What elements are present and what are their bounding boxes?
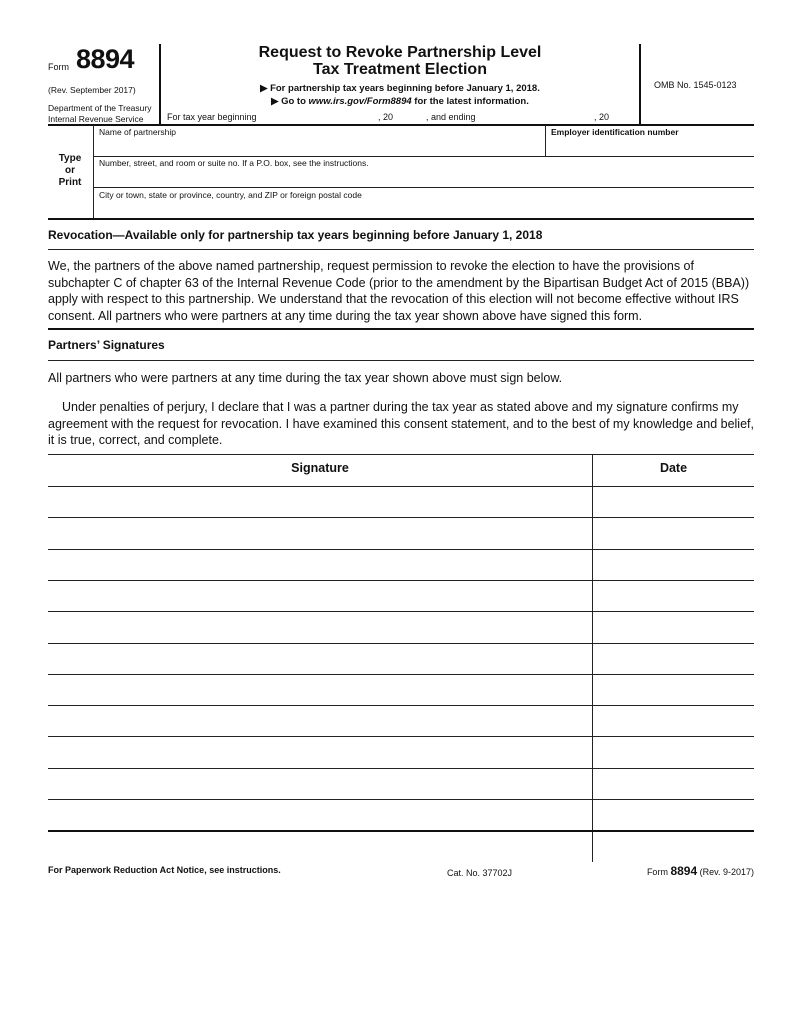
- website-prefix: ▶ Go to: [271, 96, 309, 107]
- revision-date: (Rev. September 2017): [48, 85, 136, 95]
- website-suffix: for the latest information.: [411, 96, 529, 107]
- signature-row-rule: [48, 643, 754, 644]
- date-input[interactable]: [596, 488, 750, 515]
- footer-form-id: [647, 864, 754, 878]
- revocation-heading-rule: [48, 249, 754, 250]
- city-state-zip-input[interactable]: [96, 202, 751, 217]
- revocation-heading: Revocation—Available only for partnership tax years beginning before January 1, 2018: [48, 228, 543, 242]
- department: Department of the Treasury: [48, 103, 152, 113]
- signature-row-rule: [48, 736, 754, 737]
- signature-row-rule: [48, 517, 754, 518]
- name-row-rule: [94, 156, 754, 157]
- signature-row-rule: [48, 611, 754, 612]
- date-input[interactable]: [596, 519, 750, 546]
- form-number: 8894: [76, 44, 135, 74]
- tax-year-ending-input[interactable]: [482, 110, 590, 122]
- date-input[interactable]: [596, 770, 750, 797]
- paperwork-notice: For Paperwork Reduction Act Notice, see instructions.: [48, 865, 281, 875]
- tax-year-20-label-2: , 20: [594, 112, 610, 122]
- address-block-bottom-rule: [48, 218, 754, 220]
- signatures-heading-rule: [48, 360, 754, 361]
- type-or-print-label: [48, 153, 92, 189]
- footer-form-rev: (Rev. 9-2017): [697, 867, 754, 877]
- city-state-zip-label: City or town, state or province, country, and ZIP or foreign postal code: [99, 190, 362, 200]
- perjury-declaration: Under penalties of perjury, I declare that I was a partner during the tax year as stated above and my signature confirms my agreement with the request for revocation. I have examined this consent statement, and to the best of my knowledge and belief, it is true, correct, and complete.: [48, 400, 754, 447]
- date-column-header: Date: [659, 461, 688, 475]
- date-input[interactable]: [596, 613, 750, 640]
- signature-input[interactable]: [50, 582, 588, 609]
- print-word: Print: [58, 177, 82, 188]
- date-input[interactable]: [596, 801, 750, 828]
- signature-row-rule: [48, 549, 754, 550]
- footer-form-label: Form: [646, 867, 671, 877]
- agency: Internal Revenue Service: [48, 114, 144, 124]
- form-label: Form: [48, 62, 69, 72]
- partnership-name-label: Name of partnership: [99, 127, 177, 137]
- signature-row-rule: [48, 674, 754, 675]
- ein-label: Employer identification number: [551, 127, 679, 137]
- header-bottom-rule: [48, 124, 754, 126]
- signature-table-top-rule: [48, 454, 754, 455]
- signature-input[interactable]: [50, 707, 588, 734]
- date-input[interactable]: [596, 707, 750, 734]
- form-title-line2: Tax Treatment Election: [313, 61, 487, 78]
- catalog-number: Cat. No. 37702J: [447, 868, 513, 878]
- signatures-heading: Partners’ Signatures: [48, 338, 165, 352]
- website-instruction: [160, 96, 640, 107]
- ein-divider: [545, 125, 546, 156]
- signature-row-rule: [48, 486, 754, 487]
- signature-input[interactable]: [50, 613, 588, 640]
- signature-input[interactable]: [50, 738, 588, 765]
- footer-form-number: 8894: [670, 864, 698, 878]
- tax-year-ending-year-input[interactable]: [614, 110, 638, 122]
- date-input[interactable]: [596, 738, 750, 765]
- signature-input[interactable]: [50, 551, 588, 578]
- revocation-bottom-rule: [48, 328, 754, 330]
- signature-input[interactable]: [50, 519, 588, 546]
- signature-input[interactable]: [50, 801, 588, 828]
- type-print-divider: [93, 125, 94, 218]
- street-row-rule: [94, 187, 754, 188]
- date-input[interactable]: [596, 676, 750, 703]
- tax-year-beginning-input[interactable]: [262, 110, 374, 122]
- tax-year-20-label-1: , 20: [378, 112, 394, 122]
- revocation-statement: We, the partners of the above named partnership, request permission to revoke the election to have the provisions of subchapter C of chapter 63 of the Internal Revenue Code (prior to the amendment by the Bipartisan Budget Act of 2015 (BBA)) apply with respect to this partnership. We understand that the revocation of this election will not become effective without IRS consent. All partners who were partners at any time during the tax year shown above have signed this form.: [48, 259, 750, 323]
- type-word: Type: [58, 153, 82, 164]
- date-input[interactable]: [596, 645, 750, 672]
- signature-input[interactable]: [50, 676, 588, 703]
- street-address-input[interactable]: [96, 171, 751, 186]
- signature-row-rule: [48, 830, 754, 832]
- signature-row-rule: [48, 705, 754, 706]
- form-title-line1: Request to Revoke Partnership Level: [258, 44, 542, 61]
- website-link[interactable]: www.irs.gov/Form8894: [308, 96, 412, 107]
- omb-number: OMB No. 1545-0123: [654, 80, 737, 90]
- date-input[interactable]: [596, 551, 750, 578]
- signature-instruction: All partners who were partners at any time during the tax year shown above must sign below.: [48, 371, 563, 385]
- tax-year-ending-label: , and ending: [426, 112, 476, 122]
- signature-input[interactable]: [50, 770, 588, 797]
- signature-input[interactable]: [50, 645, 588, 672]
- tax-year-beginning-year-input[interactable]: [398, 110, 422, 122]
- partnership-name-input[interactable]: [96, 140, 542, 155]
- tax-year-instruction: ▶ For partnership tax years beginning before January 1, 2018.: [260, 83, 540, 94]
- street-address-label: Number, street, and room or suite no. If a P.O. box, see the instructions.: [99, 158, 369, 168]
- date-input[interactable]: [596, 582, 750, 609]
- signature-row-rule: [48, 768, 754, 769]
- signature-column-header: Signature: [291, 461, 349, 475]
- or-word: or: [65, 165, 75, 176]
- signature-row-rule: [48, 580, 754, 581]
- signature-row-rule: [48, 799, 754, 800]
- signature-input[interactable]: [50, 488, 588, 515]
- ein-input[interactable]: [549, 140, 751, 155]
- tax-year-beginning-label: For tax year beginning: [167, 112, 257, 122]
